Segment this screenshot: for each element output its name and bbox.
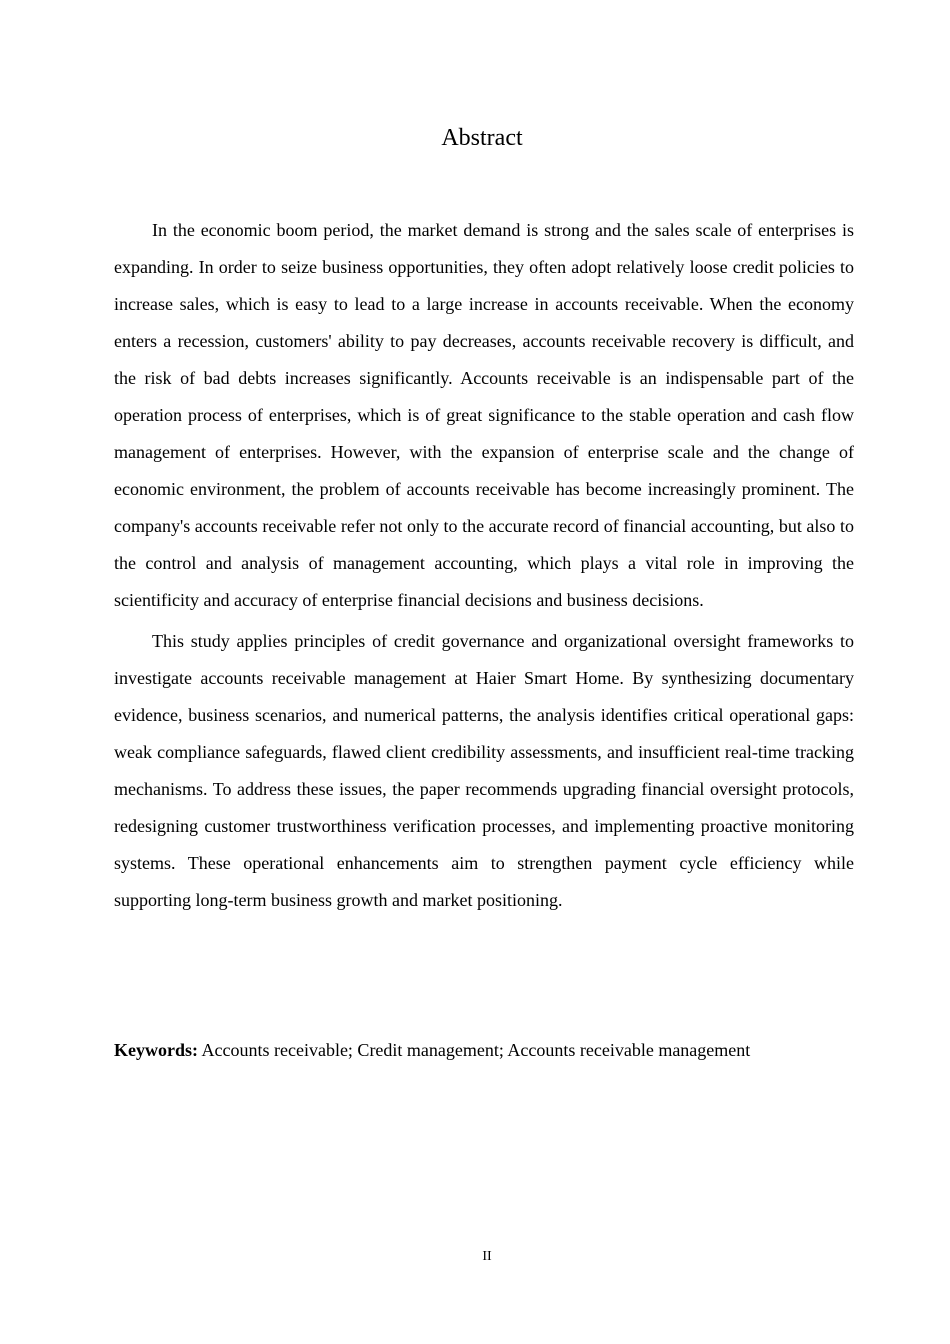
keywords-text: Accounts receivable; Credit management; Accounts receivable management	[198, 1040, 751, 1060]
keywords-label: Keywords:	[114, 1040, 198, 1060]
abstract-paragraph-2: This study applies principles of credit governance and organizational oversight frameworks to investigate accounts receivable management at Haier Smart Home. By synthesizing documentary evidence, business scenarios, and numerical patterns, the analysis identifies critical operational gaps: weak compliance safeguards, flawed client credibility assessments, and insufficient real-time tracking mechanisms. To address these issues, the paper recommends upgrading financial oversight protocols, redesigning customer trustworthiness verification processes, and implementing proactive monitoring systems. These operational enhancements aim to strengthen payment cycle efficiency while supporting long-term business growth and market positioning.	[114, 631, 854, 910]
abstract-paragraph-1: In the economic boom period, the market demand is strong and the sales scale of enterprises is expanding. In order to seize business opportunities, they often adopt relatively loose credit policies to increase sales, which is easy to lead to a large increase in accounts receivable. When the economy enters a recession, customers' ability to pay decreases, accounts receivable recovery is difficult, and the risk of bad debts increases significantly. Accounts receivable is an indispensable part of the operation process of enterprises, which is of great significance to the stable operation and cash flow management of enterprises. However, with the expansion of enterprise scale and the change of economic environment, the problem of accounts receivable has become increasingly prominent. The company's accounts receivable refer not only to the accurate record of financial accounting, but also to the control and analysis of management accounting, which plays a vital role in improving the scientificity and accuracy of enterprise financial decisions and business decisions.	[114, 220, 854, 610]
page-number: II	[482, 1249, 492, 1264]
keywords-line	[114, 1036, 854, 1064]
abstract-title: Abstract	[441, 125, 523, 151]
abstract-body	[114, 212, 854, 919]
